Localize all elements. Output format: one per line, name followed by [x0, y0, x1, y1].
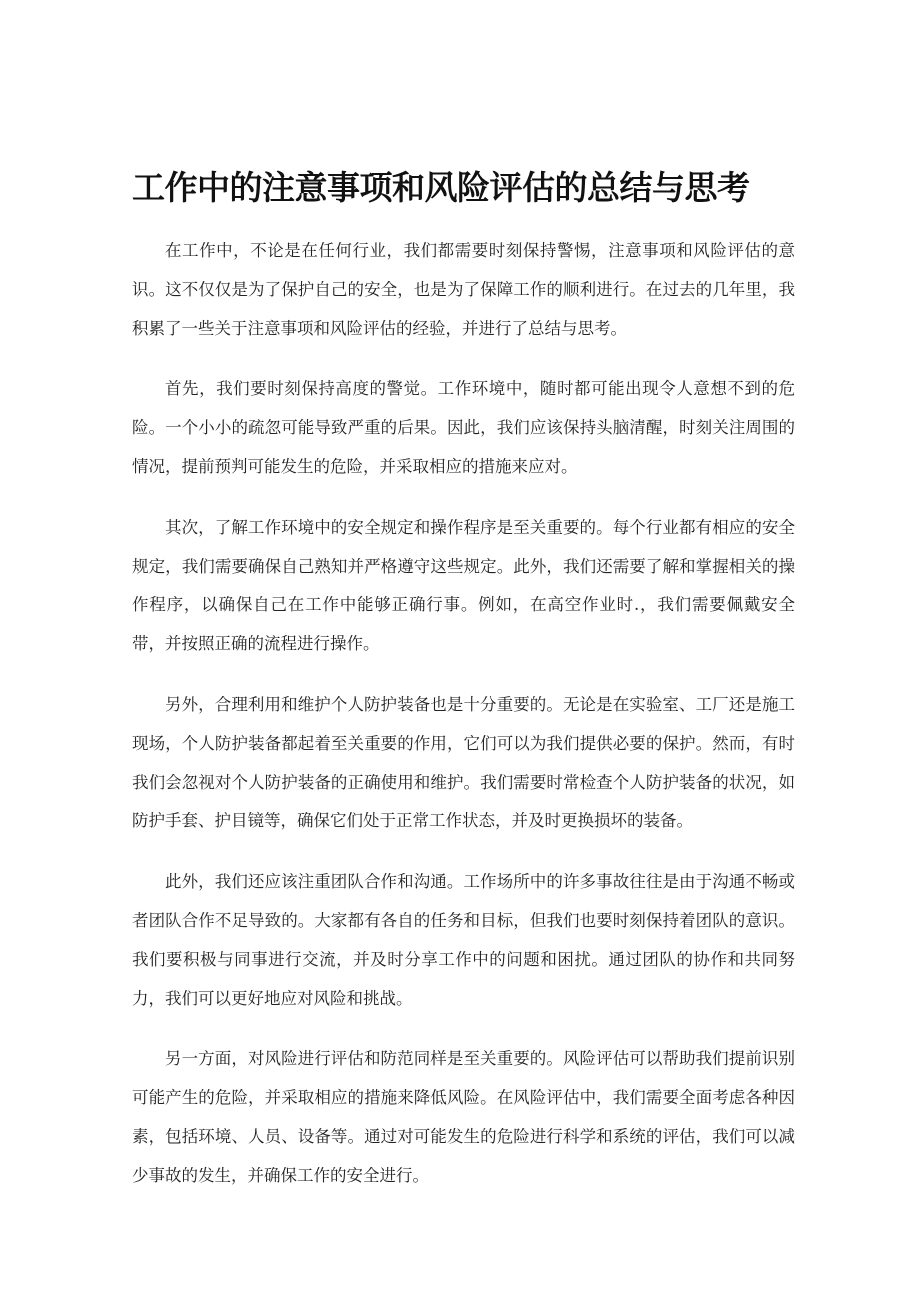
- paragraph-teamwork: 此外，我们还应该注重团队合作和沟通。工作场所中的许多事故往往是由于沟通不畅或者团队合作不足导致的。大家都有各自的任务和目标，但我们也要时刻保持着团队的意识。我们要积极与同事进行交流，并及时分享工作中的问题和困扰。通过团队的协作和共同努力，我们可以更好地应对风险和挑战。: [132, 872, 795, 1008]
- paragraph-protective-equipment: 另外，合理利用和维护个人防护装备也是十分重要的。无论是在实验室、工厂还是施工现场，个人防护装备都起着至关重要的作用，它们可以为我们提供必要的保护。然而，有时我们会忽视对个人防护装备的正确使用和维护。我们需要时常检查个人防护装备的状况，如防护手套、护目镜等，确保它们处于正常工作状态，并及时更换损坏的装备。: [132, 694, 795, 831]
- page-title: 工作中的注意事项和风险评估的总结与思考: [132, 168, 750, 207]
- paragraph-intro: 在工作中，不论是在任何行业，我们都需要时刻保持警惕，注意事项和风险评估的意识。这不仅仅是为了保护自己的安全，也是为了保障工作的顺利进行。在过去的几年里，我积累了一些关于注意事项和风险评估的经验，并进行了总结与思考。: [132, 241, 795, 338]
- document-body: [132, 232, 795, 1218]
- paragraph-risk-assessment: 另一方面，对风险进行评估和防范同样是至关重要的。风险评估可以帮助我们提前识别可能产生的危险，并采取相应的措施来降低风险。在风险评估中，我们需要全面考虑各种因素，包括环境、人员、设备等。通过对可能发生的危险进行科学和系统的评估，我们可以减少事故的发生，并确保工作的安全进行。: [132, 1049, 795, 1185]
- paragraph-alertness: 首先，我们要时刻保持高度的警觉。工作环境中，随时都可能出现令人意想不到的危险。一个小小的疏忽可能导致严重的后果。因此，我们应该保持头脑清醒，时刻关注周围的情况，提前预判可能发生的危险，并采取相应的措施来应对。: [132, 379, 795, 476]
- paragraph-safety-rules: 其次，了解工作环境中的安全规定和操作程序是至关重要的。每个行业都有相应的安全规定，我们需要确保自己熟知并严格遵守这些规定。此外，我们还需要了解和掌握相关的操作程序，以确保自己在工作中能够正确行事。例如，在高空作业时.，我们需要佩戴安全带，并按照正确的流程进行操作。: [132, 517, 795, 654]
